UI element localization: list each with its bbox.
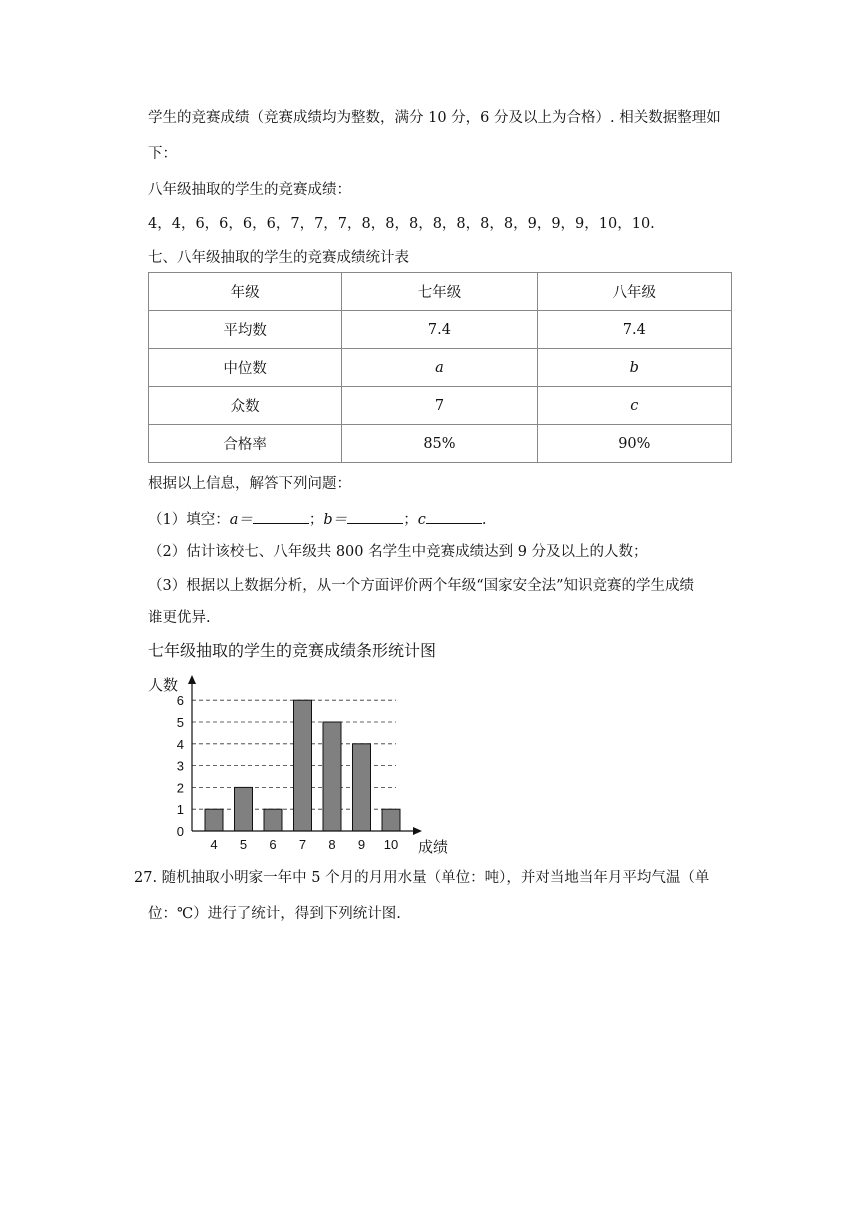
question-27-line-2: 位：℃）进行了统计，得到下列统计图. [148,906,401,922]
y-axis-label: 人数 [148,677,179,694]
question-1 [148,508,486,530]
q1-c-blank[interactable] [426,508,482,524]
y-tick-label: 5 [176,715,184,730]
table-cell: 7 [342,387,537,425]
x-tick-label: 9 [357,837,366,852]
question-3-line-2: 谁更优异. [148,610,211,626]
header-cell: 年级 [149,273,342,311]
table-cell: 7.4 [342,311,537,349]
x-tick-label: 7 [298,837,307,852]
table-cell: 众数 [149,387,342,425]
bar-chart [148,638,468,860]
x-tick-label: 6 [269,837,277,852]
q1-a-label: a＝ [229,512,253,528]
questions-lead: 根据以上信息，解答下列问题： [148,476,351,492]
table-cell: 平均数 [149,311,342,349]
y-tick-label: 2 [176,780,184,796]
question-27-line-1: 27. 随机抽取小明家一年中 5 个月的月用水量（单位：吨），并对当地当年月平均气温（单 [134,870,710,886]
q1-b-label: b＝ [323,512,348,528]
q1-end: . [481,512,487,528]
x-tick-label: 8 [328,837,336,852]
table-header-row [149,273,732,311]
y-tick-label: 0 [176,824,184,839]
table-cell: 中位数 [149,349,342,387]
x-tick-label: 10 [383,837,399,852]
table-row [149,311,732,349]
table-cell: 合格率 [149,425,342,463]
stats-table [148,272,732,463]
grade8-title: 八年级抽取的学生的竞赛成绩： [148,182,351,198]
q1-sep-2: ； [403,512,418,528]
intro-line-1: 学生的竞赛成绩（竞赛成绩均为整数，满分 10 分，6 分及以上为合格）. 相关数据整理如 [148,110,721,126]
intro-line-2: 下： [148,146,177,162]
q1-a-blank[interactable] [253,508,309,524]
question-3-line-1: （3）根据以上数据分析，从一个方面评价两个年级“国家安全法”知识竞赛的学生成绩 [148,578,695,594]
table-cell: c [537,387,731,425]
question-2: （2）估计该校七、八年级共 800 名学生中竞赛成绩达到 9 分及以上的人数； [148,544,648,560]
y-tick-label: 1 [176,802,184,818]
table-cell: 7.4 [537,311,731,349]
table-cell: a [342,349,537,387]
q1-c-label: c [417,512,426,528]
y-tick-label: 4 [176,736,184,752]
q1-sep-1: ； [308,512,324,528]
table-row [149,425,732,463]
x-axis-arrow [413,827,422,835]
y-tick-label: 3 [176,758,184,774]
bar [382,809,400,831]
q1-b-blank[interactable] [347,508,403,524]
x-tick-label: 4 [210,837,218,852]
y-tick-label: 6 [176,693,184,709]
header-cell: 七年级 [342,273,537,311]
x-axis-label: 成绩 [418,839,449,856]
chart-title: 七年级抽取的学生的竞赛成绩条形统计图 [148,643,437,660]
grade8-scores: 4，4，6，6，6，6，7，7，7，8，8，8，8，8，8，8，9，9，9，10，10. [148,216,655,232]
table-row [149,387,732,425]
x-tick-label: 5 [239,837,248,852]
table-cell: b [537,349,731,387]
bar [323,722,341,831]
y-axis-arrow [188,675,196,684]
bar [353,744,371,831]
q1-prefix: （1）填空： [148,512,230,528]
header-cell: 八年级 [537,273,731,311]
bar [294,700,312,831]
bar [264,809,282,831]
table-row [149,349,732,387]
table-cell: 90% [537,425,731,463]
table-cell: 85% [342,425,537,463]
table-caption: 七、八年级抽取的学生的竞赛成绩统计表 [148,250,409,266]
bar [205,809,223,831]
bar [235,787,253,831]
